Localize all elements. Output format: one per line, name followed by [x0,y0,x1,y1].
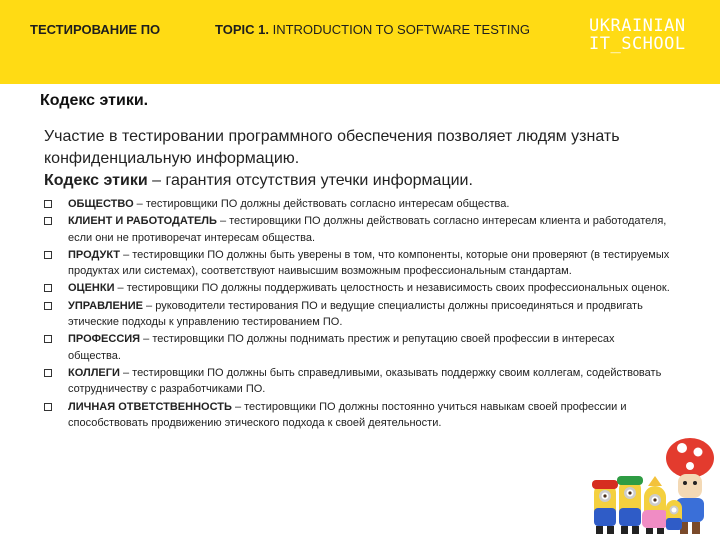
minion-character [666,500,682,530]
checkbox-bullet-icon [44,251,52,259]
item-term: ПРОДУКТ [68,248,121,261]
item-text: – тестировщики ПО должны постоянно учиться навыкам своей профессии и способствовать продвижению этического подхода к своей деятельности. [68,400,627,429]
minion-red-character [592,480,618,534]
list-item [44,247,670,280]
item-text: – руководители тестирования ПО и ведущие специалисты должны присоединяться и продвигать этические подходы к управлению тестированием ПО. [68,299,643,329]
list-item [44,399,670,432]
checkbox-bullet-icon [44,200,52,208]
item-term: УПРАВЛЕНИЕ [68,299,143,312]
topic-title [215,22,530,37]
item-term: ОБЩЕСТВО [68,198,134,210]
intro-paragraph: Участие в тестировании программного обеспечения позволяет людям узнать конфиденциальную информацию. [44,128,620,167]
item-text: – тестировщики ПО должны поддерживать целостность и независимость своих профессиональных оценок. [114,282,670,295]
checkbox-bullet-icon [44,302,52,310]
checkbox-bullet-icon [44,369,52,377]
list-item [44,213,670,246]
course-title: ТЕСТИРОВАНИЕ ПО [30,22,161,37]
checkbox-bullet-icon [44,284,52,292]
topic-prefix: TOPIC 1. [215,22,269,37]
intro-text [44,126,684,192]
logo-line-2: IT_SCHOOL [589,34,686,54]
checkbox-bullet-icon [44,217,52,225]
characters-illustration [590,430,718,538]
item-text: – тестировщики ПО должны быть уверены в том, что компоненты, которые они проверяют (в тестируемых продуктах или системах), соответствуют наивысшим возможным профессиональным стандартам. [68,248,670,278]
minion-pink-character [642,476,668,534]
item-text: – тестировщики ПО должны действовать согласно интересам клиента и работодателя, если они не противоречат интересам общества. [68,215,667,244]
header-bar [0,0,720,84]
item-term: ОЦЕНКИ [68,282,115,295]
intro-rest: – гарантия отсутствия утечки информации. [147,172,473,189]
principles-list [44,196,670,432]
item-text: – тестировщики ПО должны действовать согласно интересам общества. [133,198,510,210]
intro-emphasis: Кодекс этики [44,172,148,189]
list-item [44,365,670,398]
item-text: – тестировщики ПО должны поднимать престиж и репутацию своей профессии в интересах общества. [68,333,615,362]
item-term: ПРОФЕССИЯ [68,333,141,346]
logo-line-1: UKRAINIAN [589,16,686,36]
school-logo [589,17,686,53]
item-term: КЛИЕНТ И РАБОТОДАТЕЛЬ [68,215,217,228]
item-term: ЛИЧНАЯ ОТВЕТСТВЕННОСТЬ [68,400,232,413]
list-item [44,298,670,331]
item-term: КОЛЛЕГИ [68,366,120,379]
topic-name: INTRODUCTION TO SOFTWARE TESTING [272,22,530,37]
list-item [44,196,670,212]
item-text: – тестировщики ПО должны быть справедливыми, оказывать поддержку своим коллегам, содействовать сотрудничеству с разработчиками ПО. [68,366,662,396]
list-item [44,280,670,296]
checkbox-bullet-icon [44,335,52,343]
checkbox-bullet-icon [44,403,52,411]
list-item [44,331,670,364]
minion-green-character [617,476,643,534]
slide-title: Кодекс этики. [40,92,149,109]
